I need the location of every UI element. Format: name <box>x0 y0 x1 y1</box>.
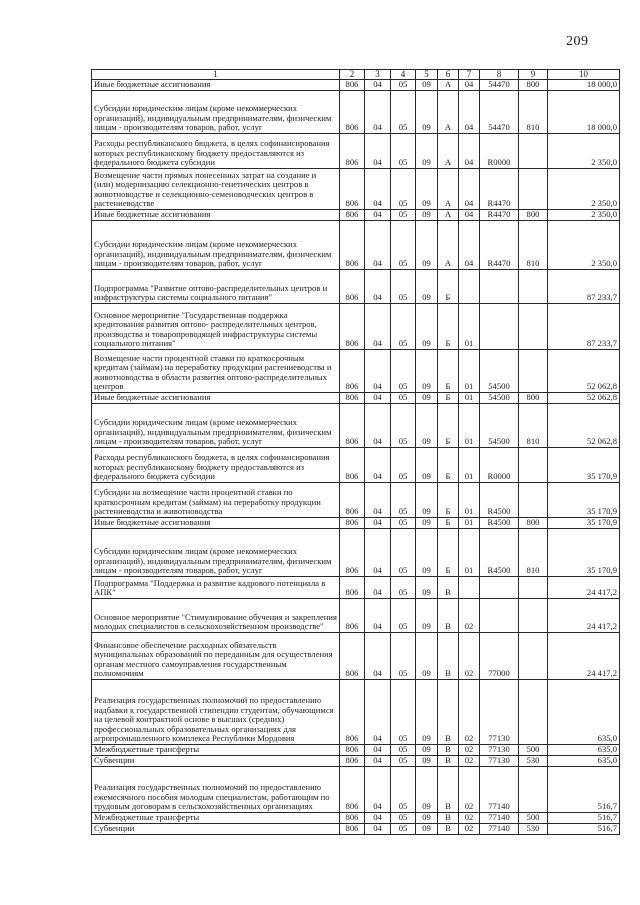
direction-code: 77140 <box>480 813 519 824</box>
amount-cell: 24 417,2 <box>548 599 620 633</box>
amount-cell: 18 000,0 <box>548 80 620 91</box>
row-name: Реализация государственных полномочий по предоставлению ежемесячного пособия молодым специалистам, работающим по трудовым договорам в сельскохозяйственных организациях <box>92 767 340 813</box>
row-name: Субвенции <box>92 824 340 835</box>
table-row <box>92 633 620 680</box>
program-code: 09 <box>416 304 438 350</box>
expense-type-code <box>519 350 548 393</box>
table-row <box>92 350 620 393</box>
subprogram-code: А <box>438 221 459 270</box>
amount-cell: 2 350,0 <box>548 169 620 210</box>
admin-code: 806 <box>340 529 365 577</box>
expense-type-code <box>519 767 548 813</box>
section-code: 04 <box>365 518 391 529</box>
row-name: Субсидии юридическим лицам (кроме некоммерческих организаций), индивидуальным предпринимателям, физическим лицам - производителям товаров, работ, услуг <box>92 529 340 577</box>
subsection-code: 05 <box>391 404 416 448</box>
subsection-code: 05 <box>391 767 416 813</box>
subprogram-code: В <box>438 633 459 680</box>
subsection-code: 05 <box>391 745 416 756</box>
direction-code: R0000 <box>480 134 519 169</box>
admin-code: 806 <box>340 813 365 824</box>
program-code: 09 <box>416 483 438 518</box>
direction-code: 77140 <box>480 824 519 835</box>
section-code: 04 <box>365 404 391 448</box>
subsection-code: 05 <box>391 633 416 680</box>
subsection-code: 05 <box>391 518 416 529</box>
row-name: Субсидии юридическим лицам (кроме некоммерческих организаций), индивидуальным предпринимателям, физическим лицам - производителям товаров, работ, услуг <box>92 404 340 448</box>
amount-cell: 52 062,8 <box>548 350 620 393</box>
subsection-code: 05 <box>391 304 416 350</box>
event-code: 04 <box>459 91 480 134</box>
row-name: Иные бюджетные ассигнования <box>92 518 340 529</box>
program-code: 09 <box>416 270 438 304</box>
subprogram-code: В <box>438 577 459 599</box>
section-code: 04 <box>365 169 391 210</box>
section-code: 04 <box>365 448 391 483</box>
subprogram-code: А <box>438 80 459 91</box>
admin-code: 806 <box>340 767 365 813</box>
section-code: 04 <box>365 633 391 680</box>
amount-cell: 52 062,8 <box>548 404 620 448</box>
row-name: Субсидии юридическим лицам (кроме некоммерческих организаций), индивидуальным предпринимателям, физическим лицам - производителям товаров, работ, услуг <box>92 221 340 270</box>
section-code: 04 <box>365 393 391 404</box>
event-code <box>459 577 480 599</box>
expense-type-code <box>519 304 548 350</box>
direction-code: R0000 <box>480 448 519 483</box>
section-code: 04 <box>365 767 391 813</box>
admin-code: 806 <box>340 350 365 393</box>
row-name: Межбюджетные трансферты <box>92 745 340 756</box>
amount-cell: 2 350,0 <box>548 210 620 221</box>
amount-cell: 635,0 <box>548 680 620 745</box>
column-header-10: 10 <box>548 70 620 80</box>
admin-code: 806 <box>340 80 365 91</box>
subsection-code: 05 <box>391 134 416 169</box>
section-code: 04 <box>365 824 391 835</box>
subsection-code: 05 <box>391 599 416 633</box>
program-code: 09 <box>416 448 438 483</box>
direction-code: 54500 <box>480 350 519 393</box>
expense-type-code: 500 <box>519 813 548 824</box>
column-header-8: 8 <box>480 70 519 80</box>
expense-type-code: 800 <box>519 393 548 404</box>
subsection-code: 05 <box>391 270 416 304</box>
admin-code: 806 <box>340 633 365 680</box>
admin-code: 806 <box>340 577 365 599</box>
admin-code: 806 <box>340 210 365 221</box>
program-code: 09 <box>416 824 438 835</box>
subprogram-code: Б <box>438 393 459 404</box>
section-code: 04 <box>365 529 391 577</box>
event-code: 01 <box>459 404 480 448</box>
direction-code: R4470 <box>480 210 519 221</box>
direction-code <box>480 270 519 304</box>
row-name: Иные бюджетные ассигнования <box>92 393 340 404</box>
program-code: 09 <box>416 756 438 767</box>
column-header-9: 9 <box>519 70 548 80</box>
row-name: Возмещение части процентной ставки по краткосрочным кредитам (займам) на переработку продукции растениеводства и животноводства в области развития оптово-распределительных центров <box>92 350 340 393</box>
expense-type-code: 800 <box>519 210 548 221</box>
event-code: 02 <box>459 824 480 835</box>
subsection-code: 05 <box>391 393 416 404</box>
table-row <box>92 393 620 404</box>
subprogram-code: В <box>438 824 459 835</box>
subsection-code: 05 <box>391 824 416 835</box>
program-code: 09 <box>416 680 438 745</box>
section-code: 04 <box>365 134 391 169</box>
amount-cell: 516,7 <box>548 824 620 835</box>
table-row <box>92 483 620 518</box>
direction-code <box>480 599 519 633</box>
row-name: Расходы республиканского бюджета, в целях софинансирования которых республиканскому бюджету предоставляются из федерального бюджета субсидии <box>92 448 340 483</box>
row-name: Возмещение части прямых понесенных затрат на создание и (или) модернизацию селекционно-генетических центров в животноводстве и селекционно-семеноводческих центров в растениеводстве <box>92 169 340 210</box>
program-code: 09 <box>416 210 438 221</box>
subsection-code: 05 <box>391 91 416 134</box>
admin-code: 806 <box>340 599 365 633</box>
admin-code: 806 <box>340 756 365 767</box>
program-code: 09 <box>416 393 438 404</box>
event-code <box>459 270 480 304</box>
expense-type-code: 810 <box>519 529 548 577</box>
table-row <box>92 210 620 221</box>
admin-code: 806 <box>340 518 365 529</box>
row-name: Основное мероприятие "Стимулирование обучения и закрепления молодых специалистов в сельскохозяйственном производстве" <box>92 599 340 633</box>
column-header-7: 7 <box>459 70 480 80</box>
row-name: Расходы республиканского бюджета, в целях софинансирования которых республиканскому бюджету предоставляются из федерального бюджета субсидии <box>92 134 340 169</box>
expense-type-code <box>519 169 548 210</box>
admin-code: 806 <box>340 304 365 350</box>
event-code: 04 <box>459 80 480 91</box>
budget-table <box>91 69 620 835</box>
column-header-2: 2 <box>340 70 365 80</box>
table-row <box>92 680 620 745</box>
section-code: 04 <box>365 756 391 767</box>
event-code: 02 <box>459 767 480 813</box>
row-name: Субсидии на возмещение части процентной ставки по краткосрочным кредитам (займам) на переработку продукции растениеводства и животноводства <box>92 483 340 518</box>
direction-code: R4500 <box>480 483 519 518</box>
header-row <box>92 70 620 80</box>
subprogram-code: А <box>438 210 459 221</box>
amount-cell: 2 350,0 <box>548 134 620 169</box>
program-code: 09 <box>416 577 438 599</box>
direction-code: 54470 <box>480 91 519 134</box>
table-row <box>92 577 620 599</box>
subsection-code: 05 <box>391 169 416 210</box>
subprogram-code: А <box>438 169 459 210</box>
program-code: 09 <box>416 813 438 824</box>
table-row <box>92 824 620 835</box>
event-code: 01 <box>459 529 480 577</box>
table-row <box>92 169 620 210</box>
subsection-code: 05 <box>391 350 416 393</box>
section-code: 04 <box>365 210 391 221</box>
event-code: 01 <box>459 350 480 393</box>
event-code: 02 <box>459 680 480 745</box>
expense-type-code <box>519 270 548 304</box>
admin-code: 806 <box>340 134 365 169</box>
row-name: Финансовое обеспечение расходных обязательств муниципальных образований по переданным для осуществления органам местного самоуправления государственным полномочиям <box>92 633 340 680</box>
admin-code: 806 <box>340 169 365 210</box>
admin-code: 806 <box>340 680 365 745</box>
subsection-code: 05 <box>391 529 416 577</box>
subprogram-code: В <box>438 813 459 824</box>
program-code: 09 <box>416 633 438 680</box>
subsection-code: 05 <box>391 577 416 599</box>
column-header-5: 5 <box>416 70 438 80</box>
event-code: 02 <box>459 756 480 767</box>
expense-type-code <box>519 599 548 633</box>
row-name: Межбюджетные трансферты <box>92 813 340 824</box>
expense-type-code <box>519 134 548 169</box>
event-code: 02 <box>459 745 480 756</box>
expense-type-code: 500 <box>519 745 548 756</box>
event-code: 04 <box>459 210 480 221</box>
table-row <box>92 448 620 483</box>
page-number: 209 <box>566 34 589 49</box>
event-code: 01 <box>459 483 480 518</box>
section-code: 04 <box>365 745 391 756</box>
column-header-4: 4 <box>391 70 416 80</box>
section-code: 04 <box>365 270 391 304</box>
amount-cell: 2 350,0 <box>548 221 620 270</box>
program-code: 09 <box>416 91 438 134</box>
column-header-3: 3 <box>365 70 391 80</box>
direction-code: R4500 <box>480 518 519 529</box>
subprogram-code: Б <box>438 529 459 577</box>
amount-cell: 87 233,7 <box>548 270 620 304</box>
program-code: 09 <box>416 529 438 577</box>
event-code: 04 <box>459 169 480 210</box>
amount-cell: 516,7 <box>548 767 620 813</box>
subprogram-code: А <box>438 91 459 134</box>
event-code: 01 <box>459 304 480 350</box>
amount-cell: 87 233,7 <box>548 304 620 350</box>
subsection-code: 05 <box>391 80 416 91</box>
subprogram-code: Б <box>438 304 459 350</box>
subprogram-code: Б <box>438 270 459 304</box>
admin-code: 806 <box>340 393 365 404</box>
admin-code: 806 <box>340 448 365 483</box>
amount-cell: 635,0 <box>548 745 620 756</box>
expense-type-code <box>519 577 548 599</box>
table-body <box>92 80 620 835</box>
subprogram-code: А <box>438 134 459 169</box>
amount-cell: 516,7 <box>548 813 620 824</box>
amount-cell: 635,0 <box>548 756 620 767</box>
table-row <box>92 529 620 577</box>
amount-cell: 24 417,2 <box>548 633 620 680</box>
amount-cell: 24 417,2 <box>548 577 620 599</box>
row-name: Субвенции <box>92 756 340 767</box>
event-code: 04 <box>459 134 480 169</box>
table-row <box>92 756 620 767</box>
row-name: Иные бюджетные ассигнования <box>92 80 340 91</box>
subsection-code: 05 <box>391 210 416 221</box>
subsection-code: 05 <box>391 221 416 270</box>
expense-type-code: 810 <box>519 404 548 448</box>
table-row <box>92 767 620 813</box>
amount-cell: 35 170,9 <box>548 448 620 483</box>
table-row <box>92 91 620 134</box>
expense-type-code: 810 <box>519 221 548 270</box>
table-row <box>92 745 620 756</box>
admin-code: 806 <box>340 221 365 270</box>
expense-type-code <box>519 483 548 518</box>
event-code: 01 <box>459 518 480 529</box>
expense-type-code: 800 <box>519 80 548 91</box>
direction-code: 77000 <box>480 633 519 680</box>
table-row <box>92 404 620 448</box>
subprogram-code: Б <box>438 518 459 529</box>
amount-cell: 18 000,0 <box>548 91 620 134</box>
admin-code: 806 <box>340 824 365 835</box>
row-name: Основное мероприятие "Государственная поддержка кредитования развития оптово- распределительных центров, производства и товаропроводящей инфраструктуры системы социального питания" <box>92 304 340 350</box>
program-code: 09 <box>416 134 438 169</box>
admin-code: 806 <box>340 483 365 518</box>
direction-code: 77140 <box>480 767 519 813</box>
row-name: Реализация государственных полномочий по предоставлению надбавки к государственной стипендии студентам, обучающимся на целевой контрактной основе в высших (средних) профессиональных образовательных организациях для агропромышленного комплекса Республики Мордовия <box>92 680 340 745</box>
section-code: 04 <box>365 350 391 393</box>
amount-cell: 35 170,9 <box>548 518 620 529</box>
column-header-6: 6 <box>438 70 459 80</box>
program-code: 09 <box>416 80 438 91</box>
section-code: 04 <box>365 813 391 824</box>
expense-type-code <box>519 448 548 483</box>
subprogram-code: В <box>438 767 459 813</box>
program-code: 09 <box>416 767 438 813</box>
amount-cell: 35 170,9 <box>548 483 620 518</box>
section-code: 04 <box>365 221 391 270</box>
section-code: 04 <box>365 577 391 599</box>
admin-code: 806 <box>340 745 365 756</box>
expense-type-code: 530 <box>519 756 548 767</box>
row-name: Субсидии юридическим лицам (кроме некоммерческих организаций), индивидуальным предпринимателям, физическим лицам - производителям товаров, работ, услуг <box>92 91 340 134</box>
event-code: 02 <box>459 633 480 680</box>
amount-cell: 52 062,8 <box>548 393 620 404</box>
table-row <box>92 599 620 633</box>
event-code: 04 <box>459 221 480 270</box>
table-row <box>92 304 620 350</box>
program-code: 09 <box>416 350 438 393</box>
section-code: 04 <box>365 304 391 350</box>
table-row <box>92 270 620 304</box>
subprogram-code: Б <box>438 404 459 448</box>
program-code: 09 <box>416 221 438 270</box>
direction-code: 54470 <box>480 80 519 91</box>
subsection-code: 05 <box>391 756 416 767</box>
program-code: 09 <box>416 404 438 448</box>
subprogram-code: В <box>438 599 459 633</box>
program-code: 09 <box>416 745 438 756</box>
row-name: Подпрограмма "Поддержка и развитие кадрового потенциала в АПК" <box>92 577 340 599</box>
admin-code: 806 <box>340 91 365 134</box>
section-code: 04 <box>365 91 391 134</box>
expense-type-code <box>519 680 548 745</box>
event-code: 02 <box>459 813 480 824</box>
column-header-1: 1 <box>92 70 340 80</box>
section-code: 04 <box>365 483 391 518</box>
direction-code: 77130 <box>480 680 519 745</box>
subsection-code: 05 <box>391 483 416 518</box>
program-code: 09 <box>416 599 438 633</box>
subprogram-code: Б <box>438 483 459 518</box>
direction-code: R4470 <box>480 221 519 270</box>
row-name: Подпрограмма "Развитие оптово-распределительных центров и инфраструктуры системы социального питания" <box>92 270 340 304</box>
subprogram-code: В <box>438 680 459 745</box>
row-name: Иные бюджетные ассигнования <box>92 210 340 221</box>
direction-code: 54500 <box>480 393 519 404</box>
event-code: 02 <box>459 599 480 633</box>
direction-code: R4500 <box>480 529 519 577</box>
section-code: 04 <box>365 680 391 745</box>
subprogram-code: В <box>438 756 459 767</box>
subprogram-code: Б <box>438 448 459 483</box>
subsection-code: 05 <box>391 448 416 483</box>
subsection-code: 05 <box>391 680 416 745</box>
expense-type-code: 530 <box>519 824 548 835</box>
expense-type-code: 800 <box>519 518 548 529</box>
subsection-code: 05 <box>391 813 416 824</box>
direction-code <box>480 304 519 350</box>
program-code: 09 <box>416 518 438 529</box>
subprogram-code: В <box>438 745 459 756</box>
amount-cell: 35 170,9 <box>548 529 620 577</box>
table-row <box>92 221 620 270</box>
event-code: 01 <box>459 393 480 404</box>
table-row <box>92 518 620 529</box>
section-code: 04 <box>365 599 391 633</box>
program-code: 09 <box>416 169 438 210</box>
admin-code: 806 <box>340 270 365 304</box>
expense-type-code: 810 <box>519 91 548 134</box>
direction-code <box>480 577 519 599</box>
event-code: 01 <box>459 448 480 483</box>
table-row <box>92 134 620 169</box>
admin-code: 806 <box>340 404 365 448</box>
direction-code: 77130 <box>480 745 519 756</box>
direction-code: R4470 <box>480 169 519 210</box>
table-row <box>92 80 620 91</box>
expense-type-code <box>519 633 548 680</box>
table-row <box>92 813 620 824</box>
direction-code: 54500 <box>480 404 519 448</box>
section-code: 04 <box>365 80 391 91</box>
direction-code: 77130 <box>480 756 519 767</box>
subprogram-code: Б <box>438 350 459 393</box>
